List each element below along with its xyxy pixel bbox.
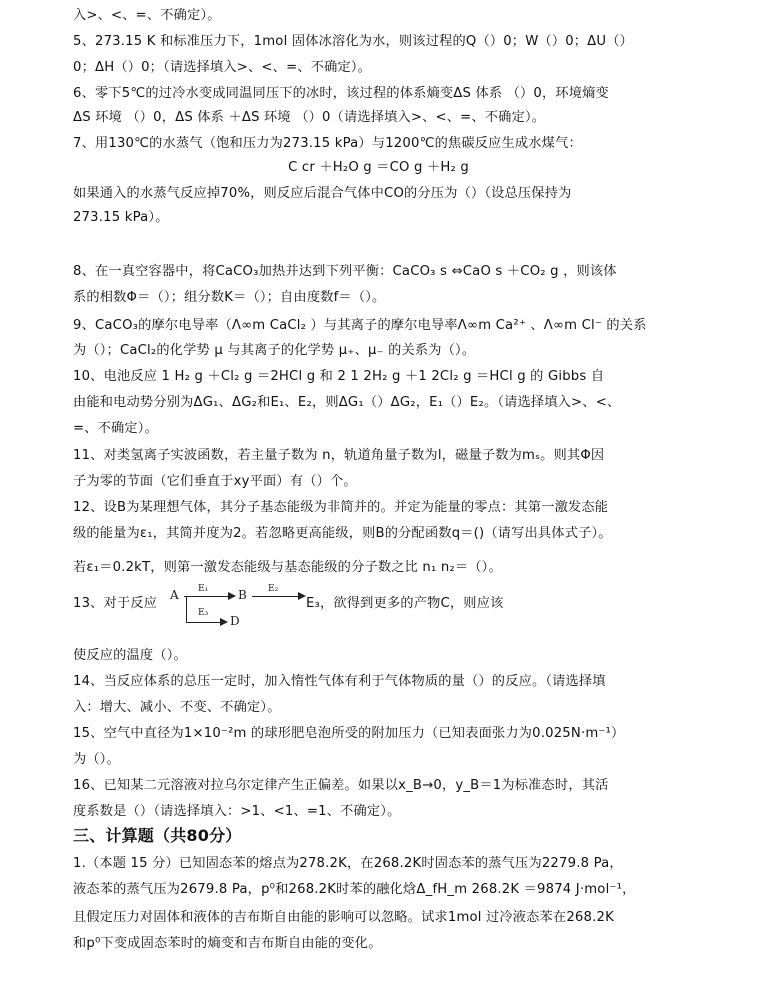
section-heading: 三、计算题（共80分） bbox=[73, 826, 242, 845]
branch-line bbox=[186, 596, 187, 622]
question-9-line-2: 为（）；CaCl₂的化学势 μ 与其离子的化学势 μ₊、μ₋ 的关系为（）。 bbox=[73, 343, 476, 358]
question-11-line-2: 子为零的节面（它们垂直于xy平面）有（）个。 bbox=[73, 474, 357, 489]
arrowhead-icon bbox=[220, 618, 228, 626]
question-11-line-1: 11、对类氢离子实波函数，若主量子数为 n，轨道角量子数为l，磁量子数为mₛ。则其Φ因 bbox=[73, 448, 605, 463]
calc-1-line-3: 且假定压力对固体和液体的吉布斯自由能的影响可以忽略。试求1mol 过冷液态苯在268.2K bbox=[73, 910, 614, 925]
arrow-b-to-c bbox=[252, 596, 300, 597]
question-12-line-2: 级的能量为ε₁，其简并度为2。若忽略更高能级，则B的分配函数q＝()（请写出具体式子）。 bbox=[73, 526, 612, 541]
question-6-line-2: ΔS 环境 （）0，ΔS 体系 ＋ΔS 环境 （）0（请选择填入>、<、=、不确定）。 bbox=[73, 110, 546, 125]
e1-label: E₁ bbox=[198, 584, 209, 594]
question-16-line-1: 16、已知某二元溶液对拉乌尔定律产生正偏差。如果以x_B→0，y_B＝1为标准态时，其活 bbox=[73, 778, 609, 793]
e3-label: E₃ bbox=[198, 608, 209, 618]
question-7-line-1: 7、用130℃的水蒸气（饱和压力为273.15 kPa）与1200℃的焦碳反应生成水煤气： bbox=[73, 136, 582, 151]
question-7-line-2: 如果通入的水蒸气反应掉70%，则反应后混合气体中CO的分压为（）（设总压保持为 bbox=[73, 186, 572, 201]
question-12-line-3: 若ε₁＝0.2kT，则第一激发态能级与基态能级的分子数之比 n₁ n₂＝（）。 bbox=[73, 560, 502, 575]
arrow-a-to-b bbox=[184, 596, 230, 597]
calc-1-line-2: 液态苯的蒸气压为2679.8 Pa，p⁰和268.2K时苯的融化焓Δ_fH_m 268.2K ＝9874 J·mol⁻¹， bbox=[73, 882, 636, 897]
question-5-line-2: 0；ΔH（）0；（请选择填入>、<、=、不确定）。 bbox=[73, 60, 372, 75]
question-10-line-1: 10、电池反应 1 H₂ g ＋Cl₂ g ＝2HCl g 和 2 1 2H₂ g ＋1 2Cl₂ g ＝HCl g 的 Gibbs 自 bbox=[73, 369, 605, 384]
question-7-equation: C cr ＋H₂O g ＝CO g ＋H₂ g bbox=[288, 160, 469, 175]
question-12-line-1: 12、设B为某理想气体，其分子基态能级为非简并的。并定为能量的零点：其第一激发态能 bbox=[73, 500, 609, 515]
e2-label: E₂ bbox=[268, 584, 279, 594]
question-10-line-3: =、不确定）。 bbox=[73, 421, 158, 436]
question-14-line-2: 入：增大、减小、不变、不确定）。 bbox=[73, 700, 281, 715]
species-b: B bbox=[238, 588, 247, 602]
species-d: D bbox=[230, 614, 240, 628]
question-14-line-1: 14、当反应体系的总压一定时，加入惰性气体有利于气体物质的量（）的反应。（请选择填 bbox=[73, 674, 606, 689]
question-6-line-1: 6、零下5℃的过冷水变成同温同压下的冰时，该过程的体系熵变ΔS 体系 （）0，环境熵变 bbox=[73, 86, 609, 101]
question-5-line-1: 5、273.15 K 和标准压力下，1mol 固体冰溶化为水，则该过程的Q（）0；W（）0；ΔU（） bbox=[73, 34, 634, 49]
question-15-line-1: 15、空气中直径为1×10⁻²m 的球形肥皂泡所受的附加压力（已知表面张力为0.025N·m⁻¹） bbox=[73, 726, 625, 741]
species-a: A bbox=[170, 588, 179, 602]
question-16-line-2: 度系数是（）（请选择填入：>1、<1、=1、不确定）。 bbox=[73, 804, 401, 819]
question-13-suffix: E₃，欲得到更多的产物C，则应该 bbox=[306, 596, 504, 611]
calc-1-line-4: 和p⁰下变成固态苯时的熵变和吉布斯自由能的变化。 bbox=[73, 936, 382, 951]
question-15-line-2: 为（）。 bbox=[73, 752, 120, 767]
question-7-line-3: 273.15 kPa）。 bbox=[73, 210, 169, 225]
calc-1-line-1: 1.（本题 15 分）已知固态苯的熔点为278.2K，在268.2K时固态苯的蒸气压为2279.8 Pa， bbox=[73, 856, 623, 871]
question-8-line-2: 系的相数Φ＝（）；组分数K＝（）；自由度数f＝（）。 bbox=[73, 290, 386, 305]
question-10-line-2: 由能和电动势分别为ΔG₁、ΔG₂和E₁、E₂，则ΔG₁（）ΔG₂，E₁（）E₂。（请选择填入>、<、 bbox=[73, 395, 621, 410]
arrow-a-to-d bbox=[186, 622, 222, 623]
question-13-prefix: 13、对于反应 bbox=[73, 596, 158, 611]
question-9-line-1: 9、CaCO₃的摩尔电导率（Λ∞m CaCl₂ ）与其离子的摩尔电导率Λ∞m Ca²⁺ 、Λ∞m Cl⁻ 的关系 bbox=[73, 318, 647, 333]
arrowhead-icon bbox=[298, 592, 306, 600]
text-line: 入>、<、=、不确定）。 bbox=[73, 8, 221, 23]
arrowhead-icon bbox=[228, 592, 236, 600]
question-13-line-2: 使反应的温度（）。 bbox=[73, 648, 187, 663]
question-8-line-1: 8、在一真空容器中，将CaCO₃加热并达到下列平衡：CaCO₃ s ⇔CaO s ＋CO₂ g ，则该体 bbox=[73, 264, 617, 279]
